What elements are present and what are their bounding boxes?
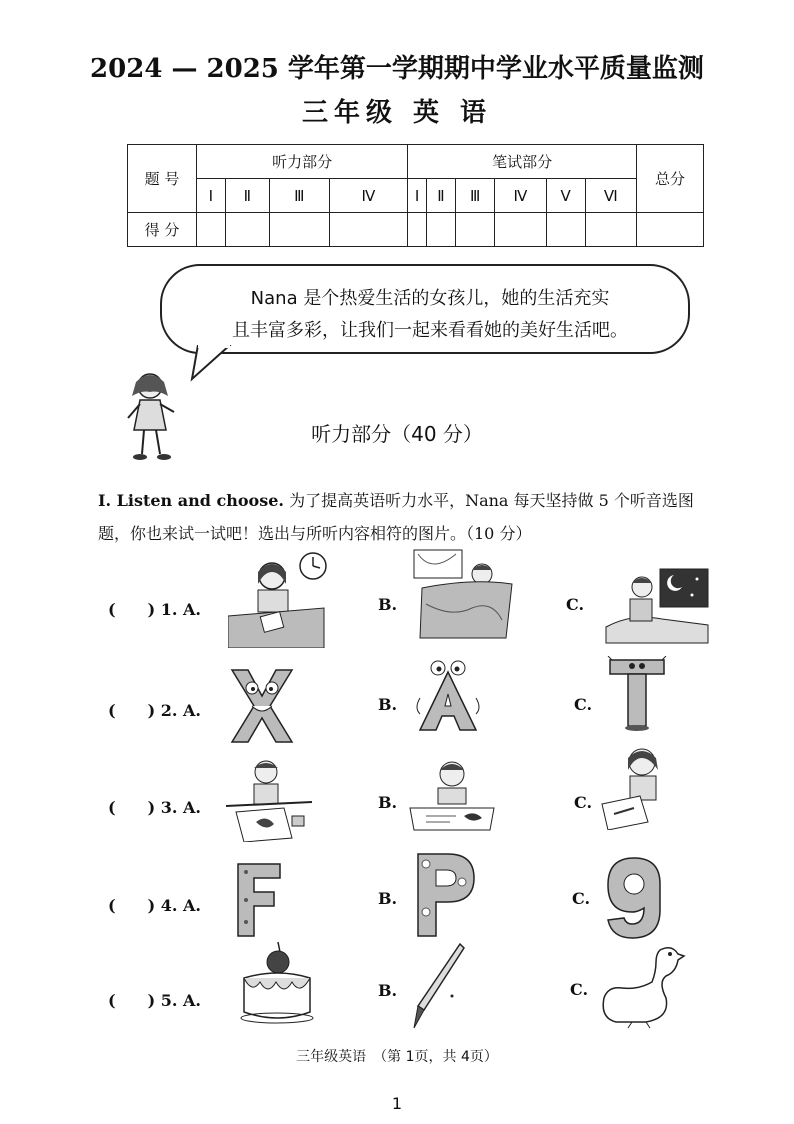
part1-heading: I. Listen and choose. [98,491,284,510]
col-header: Ⅱ [225,179,269,213]
score-cell[interactable] [637,213,704,247]
col-header: Ⅵ [585,179,636,213]
q4-option-c-label: C. [572,889,591,908]
score-cell[interactable] [455,213,494,247]
exam-title: 2024 — 2025 学年第一学期期中学业水平质量监测 [90,54,704,84]
col-header: Ⅰ [408,179,427,213]
girl-illustration [118,368,190,464]
q3-option-c-image [600,744,670,830]
col-header: Ⅱ [426,179,455,213]
score-cell[interactable] [408,213,427,247]
bubble-text [180,283,680,347]
q1-option-a-image [228,550,328,648]
q4-option-a-image [234,860,284,940]
col-header: Ⅴ [546,179,585,213]
q2-option-c-label: C. [574,695,593,714]
col-header: Ⅲ [455,179,494,213]
q3-option-b-label: B. [378,793,398,812]
page-footer: 三年级英语 （第 1页，共 4页） [296,1049,498,1065]
row-label-number: 题 号 [128,145,197,213]
q2-option-b-label: B. [378,695,398,714]
score-cell[interactable] [225,213,269,247]
part1-text-2: 题，你也来试一试吧！选出与所听内容相符的图片。（10 分） [98,524,532,543]
q4-option-b-image [412,850,476,940]
q2-option-b-image [412,658,484,742]
part1-instructions [98,484,738,550]
score-cell[interactable] [585,213,636,247]
q2-option-a-image [230,666,294,746]
q1-option-b-label: B. [378,595,398,614]
q5-option-a-image [238,938,316,1024]
exam-subtitle: 三年级 英 语 [301,98,493,128]
score-cell[interactable] [495,213,546,247]
bubble-line-2: 且丰富多彩，让我们一起来看看她的美好生活吧。 [232,320,628,341]
question-4-label: ( ) 4. A. [108,896,201,915]
q5-option-b-image [400,940,466,1032]
q3-option-a-image [226,758,312,842]
col-header: Ⅳ [495,179,546,213]
page-number: 1 [391,1094,403,1113]
total-header: 总分 [637,145,704,213]
score-table [127,144,704,247]
q4-option-c-image [604,854,664,940]
score-cell[interactable] [546,213,585,247]
col-header: Ⅳ [329,179,407,213]
row-label-score: 得 分 [128,213,197,247]
writing-header: 笔试部分 [408,145,637,179]
q1-option-c-label: C. [566,595,585,614]
col-header: Ⅰ [197,179,226,213]
bubble-line-1: Nana 是个热爱生活的女孩儿，她的生活充实 [250,288,610,309]
q5-option-c-image [598,942,686,1030]
q4-option-b-label: B. [378,889,398,908]
question-2-label: ( ) 2. A. [108,701,201,720]
q2-option-c-image [606,656,668,732]
q3-option-b-image [406,758,498,834]
q5-option-c-label: C. [570,980,589,999]
question-1-label: ( ) 1. A. [108,600,201,619]
score-cell[interactable] [269,213,329,247]
score-cell[interactable] [329,213,407,247]
col-header: Ⅲ [269,179,329,213]
q1-option-b-image [412,548,516,642]
part1-text-1: 为了提高英语听力水平，Nana 每天坚持做 5 个听音选图 [289,491,694,510]
score-cell[interactable] [197,213,226,247]
listening-header: 听力部分 [197,145,408,179]
question-5-label: ( ) 5. A. [108,991,201,1010]
speech-bubble-tail [190,345,250,385]
q3-option-c-label: C. [574,793,593,812]
listening-section-title: 听力部分（40 分） [311,422,483,446]
q1-option-c-image [602,567,710,645]
q5-option-b-label: B. [378,981,398,1000]
question-3-label: ( ) 3. A. [108,798,201,817]
score-cell[interactable] [426,213,455,247]
